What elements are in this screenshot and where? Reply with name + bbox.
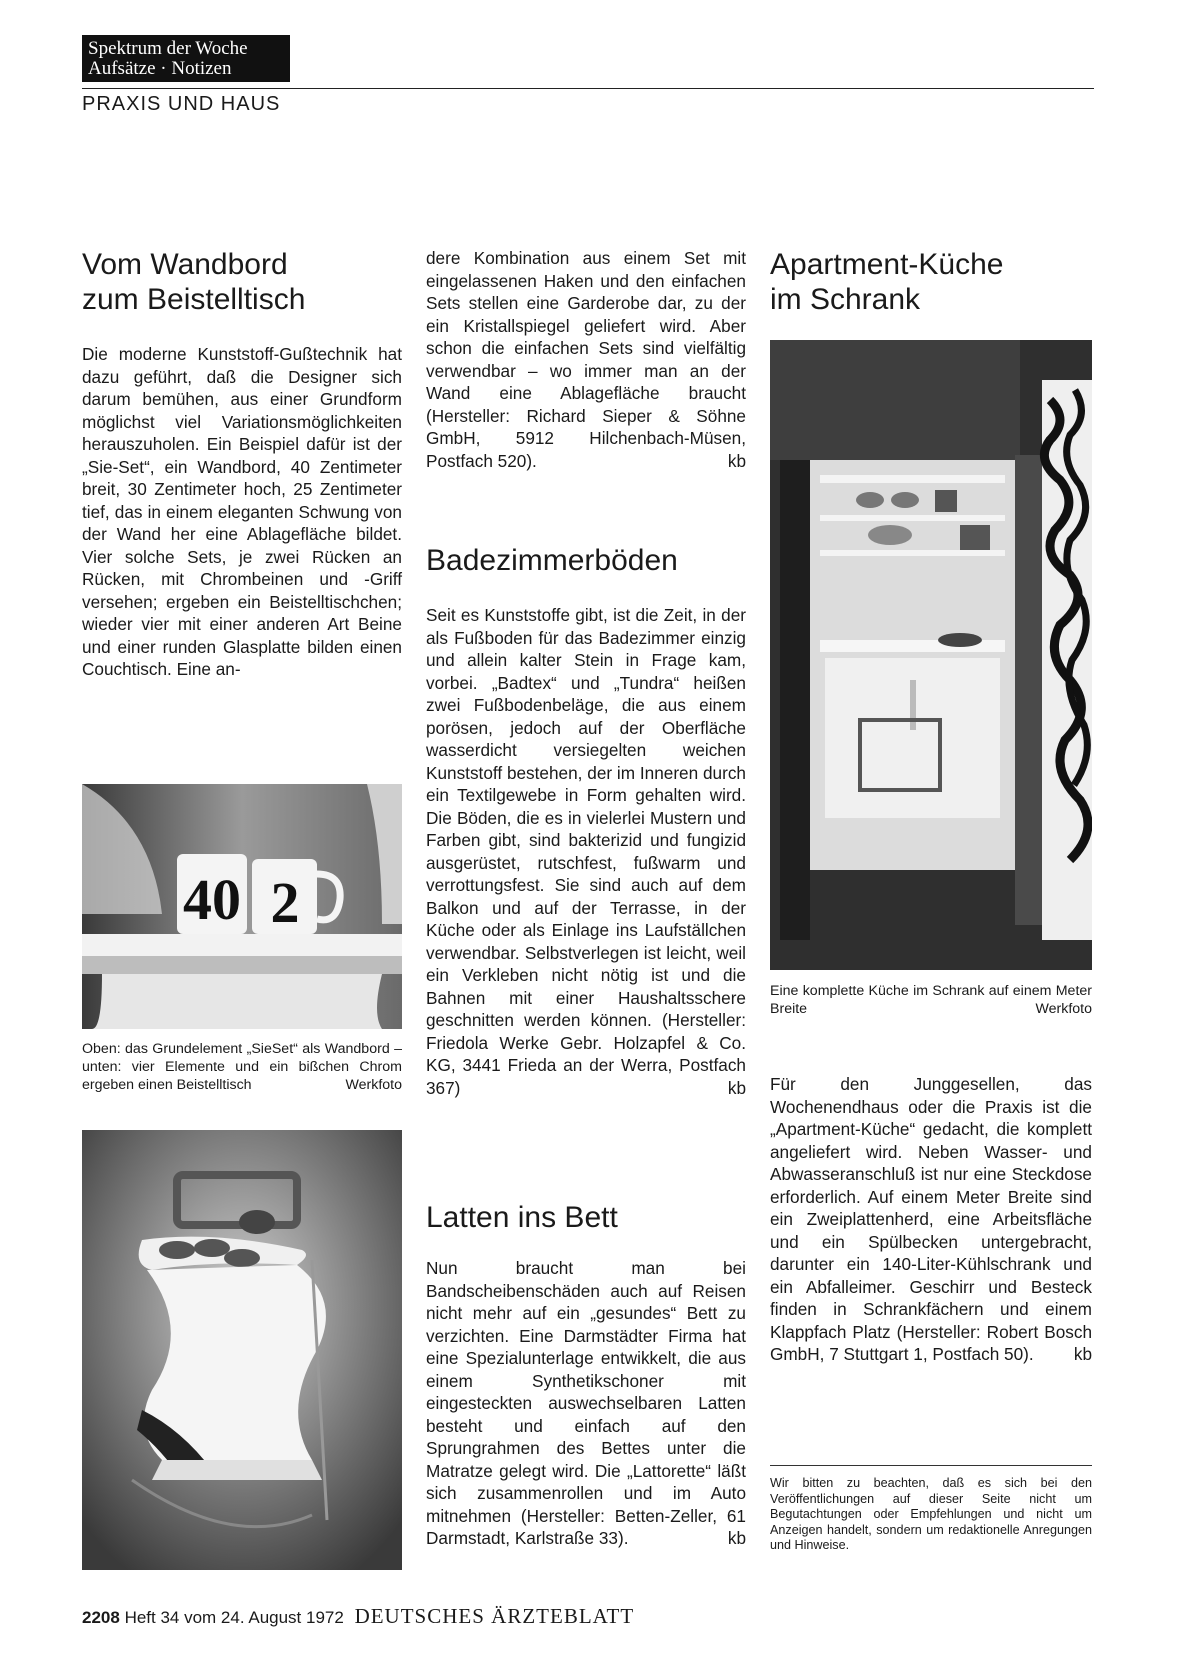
title-latten: Latten ins Bett bbox=[426, 1201, 618, 1234]
header-rule bbox=[82, 88, 1094, 89]
beistelltisch-image bbox=[82, 1130, 402, 1570]
mug-number-left: 40 bbox=[183, 867, 241, 932]
article-wandbord bbox=[82, 247, 402, 681]
caption-wandbord bbox=[82, 1040, 402, 1094]
page-number: 2208 bbox=[82, 1608, 120, 1627]
title-kueche-line-1: Apartment-Küche bbox=[770, 248, 1004, 281]
sig-badezimmer: kb bbox=[727, 1077, 746, 1098]
editorial-notice: Wir bitten zu beachten, daß es sich bei den Veröffentlichungen auf dieser Seite nicht um Begutachtungen oder Empfehlungen und nicht um Anzeigen handelt, sondern um redaktionelle Anregungen und Hinweise. bbox=[770, 1476, 1092, 1552]
photo-wandbord bbox=[82, 784, 402, 1029]
rubric-line-1: Spektrum der Woche bbox=[88, 38, 248, 59]
section-label: PRAXIS UND HAUS bbox=[82, 93, 281, 115]
sig-wandbord: kb bbox=[727, 450, 746, 471]
sig-kueche: kb bbox=[1073, 1344, 1092, 1364]
wandbord-image bbox=[82, 784, 402, 1029]
body-latten-text: Nun braucht man bei Bandscheibenschäden auch auf Reisen nicht mehr auf ein „gesundes“ Bett zu verzichten. Eine Darmstädter Firma hat eine Spezialunterlage entwikkelt, die aus einem Synthetikschoner mit eingesteckten auswechselbaren Latten besteht und einfach auf den Sprungrahmen des Bettes unter die Matratze gelegt wird. Die „Lattorette“ läßt sich zusammenrollen und im Auto mitnehmen (Hersteller: Betten-Zeller, 61 Darmstadt, Karlstraße 33). bbox=[426, 1258, 746, 1548]
caption-kueche bbox=[770, 982, 1092, 1018]
caption-wandbord-text: Oben: das Grundelement „SieSet“ als Wandbord – unten: vier Elemente und ein bißchen Chrom ergeben einen Beistelltisch bbox=[82, 1041, 402, 1093]
kueche-image bbox=[770, 340, 1092, 970]
article-badezimmer bbox=[426, 543, 746, 1099]
title-badezimmer: Badezimmerböden bbox=[426, 544, 678, 577]
title-wandbord bbox=[82, 247, 402, 317]
title-kueche-line-2: im Schrank bbox=[770, 283, 921, 316]
title-kueche bbox=[770, 247, 1092, 317]
article-wandbord-continued bbox=[426, 247, 746, 472]
title-wandbord-line-1: Vom Wandbord bbox=[82, 248, 288, 281]
body-badezimmer bbox=[426, 604, 746, 1099]
curtain-pattern bbox=[1042, 380, 1092, 940]
issue-info: Heft 34 vom 24. August 1972 bbox=[124, 1608, 344, 1627]
caption-kueche-credit: Werkfoto bbox=[1035, 1001, 1092, 1017]
body-wandbord-continued-text: dere Kombination aus einem Set mit eingelassenen Haken und den einfachen Sets stellen eine Garderobe dar, zu der ein Kristallspiegel geliefert wird. Aber schon die einfachen Sets sind vielfältig verwendbar – wo immer man an der Wand eine Ablagefläche braucht (Hersteller: Richard Sieper & Söhne GmbH, 5912 Hilchenbach-Müsen, Postfach 520). bbox=[426, 248, 746, 471]
caption-kueche-text: Eine komplette Küche im Schrank auf einem Meter Breite bbox=[770, 983, 1092, 1017]
body-wandbord-continued bbox=[426, 247, 746, 472]
photo-beistelltisch bbox=[82, 1130, 402, 1570]
photo-kueche bbox=[770, 340, 1092, 970]
body-kueche bbox=[770, 1073, 1092, 1366]
notice-rule bbox=[770, 1465, 1092, 1466]
body-wandbord: Die moderne Kunststoff-Gußtechnik hat dazu geführt, daß die Designer sich darum bemühen, aus einer Grundform möglichst viel Variationsmöglichkeiten herauszuholen. Ein Beispiel dafür ist der „Sie-Set“, ein Wandbord, 40 Zentimeter breit, 30 Zentimeter hoch, 25 Zentimeter tief, das in einem eleganten Schwung von der Wand her eine Ablagefläche bildet. Vier solche Sets, je zwei Rücken an Rücken, mit Chrombeinen und -Griff versehen; ergeben ein Beistelltischchen; wieder vier mit einer anderen Art Beine und einer runden Glasplatte bilden einen Couchtisch. Eine an- bbox=[82, 344, 402, 679]
rubric-line-2: Aufsätze · Notizen bbox=[88, 58, 232, 79]
body-latten bbox=[426, 1257, 746, 1550]
caption-wandbord-credit: Werkfoto bbox=[345, 1077, 402, 1093]
article-latten bbox=[426, 1200, 746, 1550]
body-kueche-text: Für den Junggesellen, das Wochenendhaus oder die Praxis ist die „Apartment-Küche“ gedacht, die komplett angeliefert wird. Neben Wasser- und Abwasseranschluß ist nur eine Steckdose erforderlich. Auf einem Meter Breite sind ein Zweiplattenherd, eine Arbeitsfläche und ein Spülbecken untergebracht, darunter ein 140-Liter-Kühlschrank und ein Abfalleimer. Geschirr und Besteck finden in Schrankfächern und einem Klappfach Platz (Hersteller: Robert Bosch GmbH, 7 Stuttgart 1, Postfach 50). bbox=[770, 1074, 1092, 1364]
footer bbox=[82, 1604, 634, 1629]
masthead: DEUTSCHES ÄRZTEBLATT bbox=[354, 1604, 635, 1628]
title-wandbord-line-2: zum Beistelltisch bbox=[82, 283, 306, 316]
sig-latten: kb bbox=[727, 1528, 746, 1548]
body-badezimmer-text: Seit es Kunststoffe gibt, ist die Zeit, in der als Fußboden für das Badezimmer einzig und allein kalter Stein in Frage kam, vorbei. „Badtex“ und „Tundra“ heißen zwei Fußbodenbeläge, die aus einem porösen, jedoch auf der Oberfläche wasserdicht versiegelten weichen Kunststoff bestehen, der im Inneren durch ein Textilgewebe in Form gehalten wird. Die Böden, die es in vielerlei Mustern und Farben gibt, sind bakterizid und fungizid ausgerüstet, rutschfest, fußwarm und verrottungsfest. Sie sind auch auf dem Balkon und auf der Terrasse, in der Küche oder als Einlage ins Laufställchen verwendbar. Selbstverlegen ist leicht, weil ein Verkleben nicht nötig ist und die Bahnen mit einer Haushaltsschere geschnitten werden können. (Hersteller: Friedola Werke Gebr. Holzapfel & Co. KG, 3441 Frieda an der Werra, Postfach 367) bbox=[426, 605, 746, 1098]
rubric-box bbox=[82, 35, 290, 82]
mug-number-right: 2 bbox=[270, 870, 300, 935]
